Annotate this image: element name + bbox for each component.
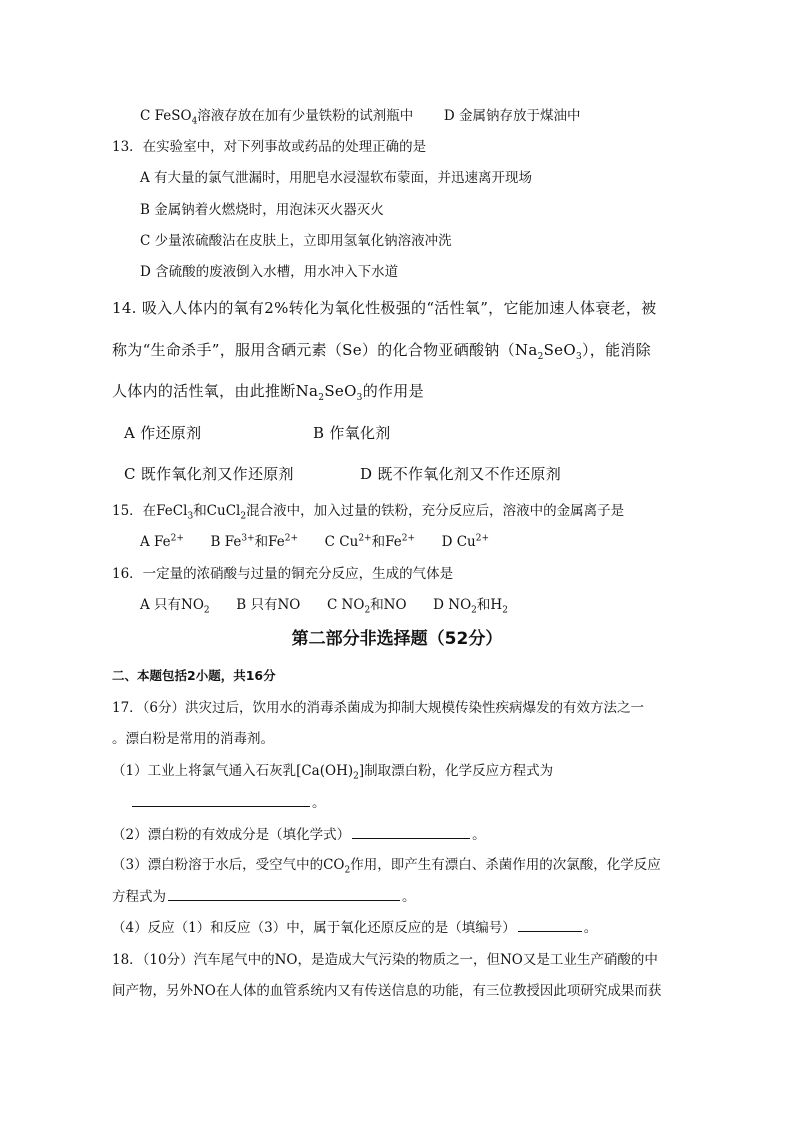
q14-option-a: A 作还原剂 <box>124 424 202 442</box>
q13-option-d: D 含硫酸的废液倒入水槽，用水冲入下水道 <box>140 264 399 280</box>
q16-options <box>140 595 508 615</box>
q15-stem: 15．在FeCl$_3$和CuCl$_2$混合液中，加入过量的铁粉，充分反应后，溶液中的金属离子是 <box>112 503 625 522</box>
q16-option-d: D $NO_2$和$H_2$ <box>433 597 508 616</box>
q17-part4-blank[interactable] <box>518 917 582 932</box>
q17-part2-blank[interactable] <box>352 824 470 839</box>
q15-option-c: C $Cu^{2+}$和$Fe^{2+}$ <box>324 533 416 550</box>
q15-option-d: D $Cu^{2+}$ <box>441 533 490 550</box>
q17-part3-line2: 方程式为 。 <box>112 886 416 907</box>
q17-part4: （4）反应（1）和反应（3）中，属于氧化还原反应的是（填编号） 。 <box>112 917 597 938</box>
q12-option-c: C FeSO$_4$溶液存放在加有少量铁粉的试剂瓶中 <box>140 108 414 127</box>
q17-stem-line1: 17．（6分）洪灾过后，饮用水的消毒杀菌成为抑制大规模传染性疾病爆发的有效方法之一 <box>112 700 645 716</box>
q12-option-d: D 金属钠存放于煤油中 <box>443 108 581 124</box>
part-two-title: 第二部分非选择题（52分） <box>291 629 503 649</box>
q14-stem-line1: 14. 吸入人体内的氧有2%转化为氧化性极强的“活性氧”，它能加速人体衰老，被 <box>112 299 657 317</box>
q15-option-a: A $Fe^{2+}$ <box>140 533 184 550</box>
q15-options <box>140 532 489 552</box>
q13-option-a: A 有大量的氯气泄漏时，用肥皂水浸湿软布蒙面，并迅速离开现场 <box>140 170 533 186</box>
q17-part1: （1）工业上将氯气通入石灰乳$[Ca(OH)_2]$制取漂白粉，化学反应方程式为 <box>112 763 554 782</box>
q18-stem-line1: 18．（10分）汽车尾气中的NO，是造成大气污染的物质之一，但NO又是工业生产硝酸的中 <box>112 952 658 968</box>
q17-part3: （3）漂白粉溶于水后，受空气中的$CO_2$作用，即产生有漂白、杀菌作用的次氯酸，化学反应 <box>112 857 661 876</box>
q13-stem: 13．在实验室中，对下列事故或药品的处理正确的是 <box>112 139 427 155</box>
q13-option-b: B 金属钠着火燃烧时，用泡沫灭火器灭火 <box>140 202 384 218</box>
q16-option-a: A 只有$NO_2$ <box>140 597 210 616</box>
q18-stem-line2: 间产物，另外NO在人体的血管系统内又有传送信息的功能，有三位教授因此项研究成果而获 <box>112 983 662 999</box>
q14-option-c: C 既作氧化剂又作还原剂 <box>124 465 294 483</box>
q14-option-d: D 既不作氧化剂又不作还原剂 <box>360 465 561 483</box>
q12-option-row <box>140 106 581 126</box>
q14-option-b: B 作氧化剂 <box>313 424 391 442</box>
q16-option-c: C $NO_2$和NO <box>326 597 407 616</box>
q17-part1-blank[interactable] <box>132 792 310 807</box>
q17-stem-line2: 。漂白粉是常用的消毒剂。 <box>112 731 274 747</box>
q14-stem-line2: 称为“生命杀手”，服用含硒元素（Se）的化合物亚硒酸钠$(Na_2SeO_3)$，能消除 <box>112 341 651 362</box>
section-two-heading: 二、本题包括2小题，共16分 <box>112 668 276 683</box>
q17-part1-answer: 。 <box>130 792 326 813</box>
q14-stem-line3: 人体内的活性氧，由此推断$Na_2SeO_3$的作用是 <box>112 382 424 403</box>
q17-part3-blank[interactable] <box>168 886 400 901</box>
q16-option-b: B 只有NO <box>236 597 301 613</box>
q17-part2: （2）漂白粉的有效成分是（填化学式） 。 <box>112 824 486 845</box>
q15-option-b: B $Fe^{3+}$和$Fe^{2+}$ <box>210 533 299 550</box>
q13-option-c: C 少量浓硫酸沾在皮肤上，立即用氢氧化钠溶液冲洗 <box>140 233 452 249</box>
q16-stem: 16．一定量的浓硝酸与过量的铜充分反应，生成的气体是 <box>112 566 454 582</box>
